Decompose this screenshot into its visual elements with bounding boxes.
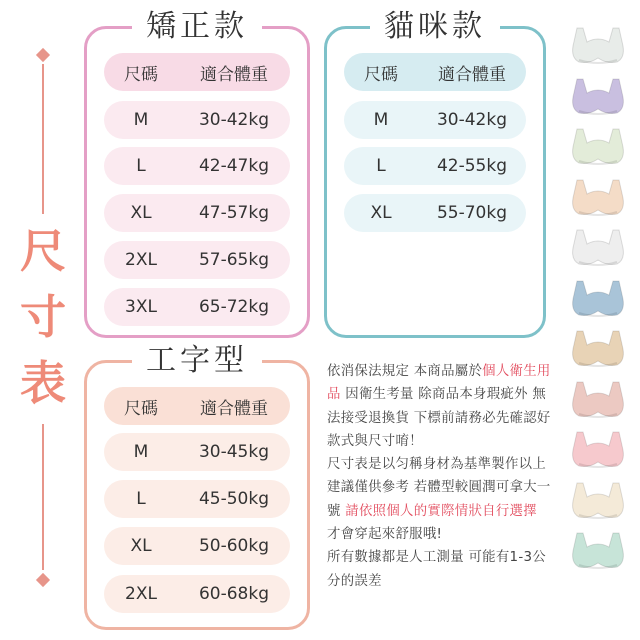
bra-thumb-cream (563, 479, 633, 521)
title-char-3: 表 (20, 356, 66, 410)
top-diamond-ornament (36, 48, 50, 62)
return-policy-notice (327, 360, 555, 593)
size-cell: L (376, 156, 386, 176)
table-row (104, 194, 290, 232)
size-cell: 3XL (125, 297, 157, 317)
bra-thumb-pink-beige (563, 378, 633, 420)
title-char-1: 尺 (20, 224, 66, 278)
notice-highlight: 個人衛生用品 (327, 364, 551, 403)
bra-thumb-lavender (563, 75, 633, 117)
table-row (104, 527, 290, 565)
notice-text: 所有數據都是人工測量 可能有1-3公分的誤差 (327, 550, 546, 589)
table-row (104, 480, 290, 518)
bottom-diamond-ornament (36, 573, 50, 587)
header-size: 尺碼 (124, 398, 158, 419)
size-cell: XL (130, 203, 152, 223)
bra-thumb-pale-green (563, 125, 633, 167)
table-row (344, 147, 526, 185)
notice-text: 依消保法規定 本商品屬於 (327, 364, 483, 379)
table-row (104, 101, 290, 139)
table-row (344, 101, 526, 139)
bra-thumb-pink (563, 428, 633, 470)
notice-text: 尺寸表是以匀稱身材為基準製作以上建議僅供參考 若體型較圓潤可拿大一號 (327, 457, 551, 519)
table-row (104, 241, 290, 279)
table-row (104, 288, 290, 326)
size-cell: M (373, 110, 389, 130)
weight-cell: 50-60kg (198, 536, 270, 556)
weight-cell: 30-42kg (198, 110, 270, 130)
table-row (104, 575, 290, 613)
size-cell: 2XL (125, 584, 157, 604)
bra-thumb-blue (563, 277, 633, 319)
size-cell: L (136, 156, 146, 176)
notice-highlight: 請依照個人的實際情狀自行選擇 (345, 503, 537, 519)
bra-thumb-peach (563, 176, 633, 218)
header-size: 尺碼 (364, 64, 398, 85)
header-size: 尺碼 (124, 64, 158, 85)
weight-cell: 55-70kg (436, 203, 508, 223)
size-chart-vertical-title (8, 40, 78, 600)
size-card-cat (324, 9, 546, 338)
header-weight: 適合體重 (438, 64, 506, 85)
table-row (104, 433, 290, 471)
title-char-2: 寸 (20, 290, 66, 344)
header-weight: 適合體重 (200, 64, 268, 85)
weight-cell: 42-47kg (198, 156, 270, 176)
table-header (104, 387, 290, 425)
bra-thumb-white-gray (563, 24, 633, 66)
size-card-racerback (84, 343, 310, 630)
table-header (104, 53, 290, 91)
weight-cell: 47-57kg (198, 203, 270, 223)
weight-cell: 42-55kg (436, 156, 508, 176)
size-cell: L (136, 489, 146, 509)
weight-cell: 65-72kg (198, 297, 270, 317)
size-cell: XL (130, 536, 152, 556)
table-row (344, 194, 526, 232)
size-card-corrective (84, 9, 310, 338)
weight-cell: 45-50kg (198, 489, 270, 509)
notice-text: 因衛生考量 除商品本身瑕疵外 無法接受退換貨 下標前請務必先確認好款式與尺寸唷！ (327, 387, 551, 449)
table-row (104, 147, 290, 185)
header-weight: 適合體重 (200, 398, 268, 419)
bra-thumb-beige (563, 327, 633, 369)
card-title: 矯正款 (132, 7, 262, 47)
top-vertical-line (42, 64, 44, 214)
card-title: 貓咪款 (370, 7, 500, 47)
bottom-vertical-line (42, 424, 44, 570)
size-cell: XL (370, 203, 392, 223)
notice-text: 才會穿起來舒服哦! (327, 527, 443, 543)
table-header (344, 53, 526, 91)
weight-cell: 30-42kg (436, 110, 508, 130)
weight-cell: 57-65kg (198, 250, 270, 270)
weight-cell: 60-68kg (198, 584, 270, 604)
bra-thumb-mint (563, 529, 633, 571)
size-cell: 2XL (125, 250, 157, 270)
size-cell: M (133, 110, 149, 130)
weight-cell: 30-45kg (198, 442, 270, 462)
card-title: 工字型 (132, 341, 262, 381)
size-cell: M (133, 442, 149, 462)
bra-thumb-white (563, 226, 633, 268)
